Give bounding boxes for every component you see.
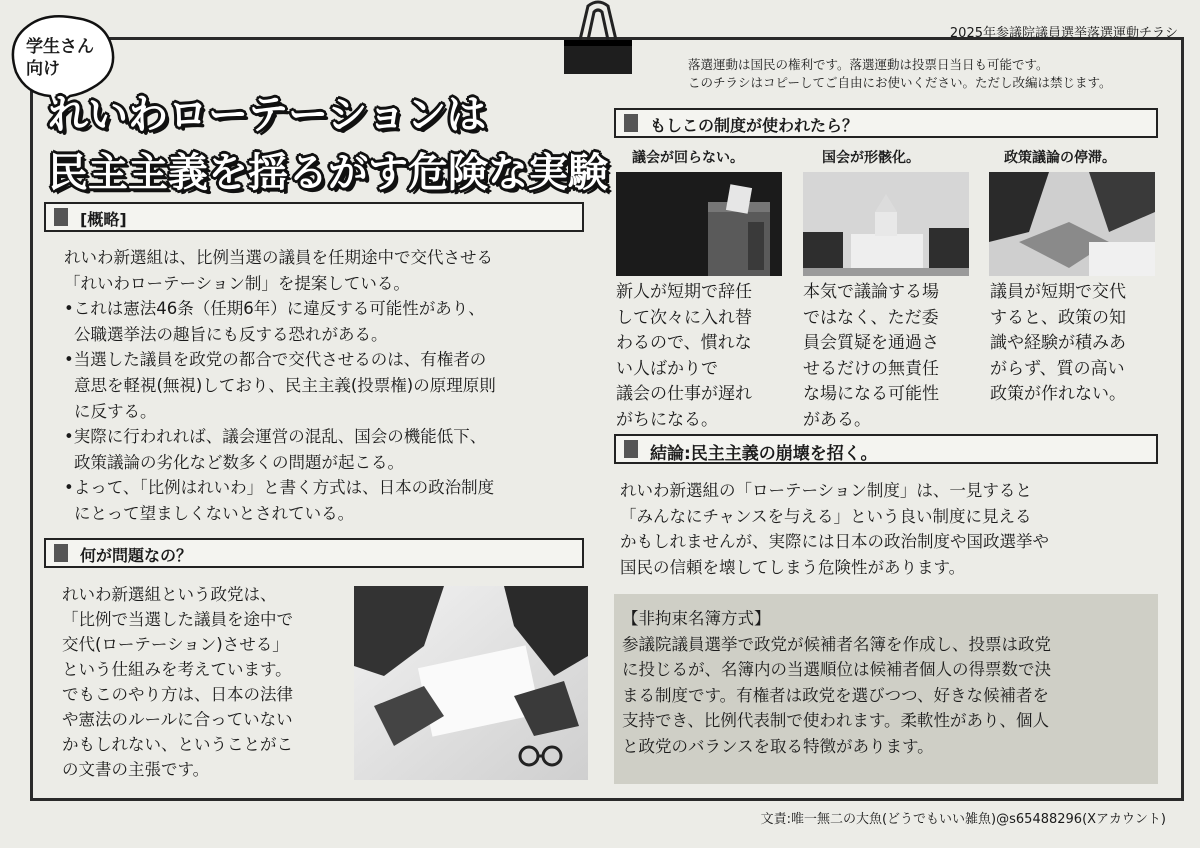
note-line: 参議院議員選挙で政党が候補者名簿を作成し、投票は政党 — [622, 634, 1051, 654]
note-title: 【非拘束名簿方式】 — [622, 609, 771, 628]
problem-heading-label: 何が問題なの？ — [80, 546, 193, 565]
col3-text — [990, 280, 1126, 408]
col3-line: 識や経験が積みあ — [990, 333, 1126, 353]
footer-credit: 文責:唯一無二の大魚(どうでもいい雑魚)@s65488296(Xアカウント) — [760, 812, 1166, 827]
col2-title: 国会が形骸化。 — [822, 150, 920, 166]
problem-line: でもこのやり方は、日本の法律 — [62, 685, 293, 704]
col3-line: 議員が短期で交代 — [990, 282, 1126, 302]
col2-line: せるだけの無責任 — [803, 358, 939, 379]
problem-line: 交代(ローテーション)させる」 — [62, 635, 289, 654]
col1-line: 新人が短期で辞任 — [616, 282, 752, 302]
note-box — [614, 594, 1158, 784]
col3-line: 政策が作れない。 — [990, 384, 1126, 404]
conclusion-line: かもしれませんが、実際には日本の政治制度や国政選挙や — [620, 532, 1049, 552]
conclusion-line: れいわ新選組の「ローテーション制度」は、一見すると — [620, 481, 1032, 500]
overview-text — [64, 245, 496, 527]
title-line1: れいわローテーションは — [48, 92, 487, 138]
conclusion-line: 国民の信頼を壊してしまう危険性があります。 — [620, 557, 966, 577]
problem-line: という仕組みを考えています。 — [62, 660, 292, 679]
handshake-photo — [989, 172, 1155, 276]
col1-line: い人ばかりで — [616, 358, 718, 379]
col1-title: 議会が回らない。 — [632, 150, 744, 166]
notice-line: 落選運動は国民の権利です。落選運動は投票日当日も可能です。 — [688, 57, 1049, 72]
note-text — [622, 606, 1051, 760]
overview-line: •実際に行われれば、議会運営の混乱、国会の機能低下、 — [64, 427, 487, 447]
col3-title: 政策議論の停滞。 — [1004, 150, 1116, 166]
col1-line: して次々に入れ替 — [616, 307, 752, 328]
overview-line: 政策議論の劣化など数多くの問題が起こる。 — [74, 452, 404, 472]
title-line2: 民主主義を揺るがす危険な実験 — [48, 150, 608, 196]
overview-line: •よって、「比例はれいわ」と書く方式は、日本の政治制度 — [64, 478, 495, 498]
note-line: 支持でき、比例代表制で使われます。柔軟性があり、個人 — [622, 711, 1050, 731]
problem-line: や憲法のルールに合っていない — [62, 710, 293, 729]
col2-text — [803, 280, 939, 433]
col3-line: すると、政策の知 — [990, 307, 1126, 328]
problem-line: かもしれない、ということがこ — [62, 735, 293, 754]
overview-line: 公職選挙法の趣旨にも反する恐れがある。 — [74, 324, 388, 344]
problem-heading — [44, 538, 584, 568]
overview-heading-label: [概略] — [80, 210, 127, 229]
note-line: と政党のバランスを取る特徴があります。 — [622, 736, 934, 756]
conclusion-line: 「みんなにチャンスを与える」という良い制度に見える — [620, 506, 1032, 526]
main-title — [48, 86, 608, 202]
note-line: に投じるが、名簿内の当選順位は候補者個人の得票数で決 — [622, 660, 1051, 680]
diet-building-photo — [803, 172, 969, 276]
col1-line: がちになる。 — [616, 409, 718, 430]
notice — [688, 56, 1112, 92]
overview-line: •これは憲法46条（任期6年）に違反する可能性があり、 — [64, 299, 485, 319]
overview-line: にとって望ましくないとされている。 — [74, 503, 355, 523]
binder-clip-icon — [558, 0, 638, 76]
notice-line: このチラシはコピーしてご自由にお使いください。ただし改編は禁じます。 — [688, 75, 1112, 90]
problem-text — [62, 582, 293, 782]
conclusion-heading — [614, 434, 1158, 464]
badge-line1: 学生さん — [26, 37, 94, 57]
problem-line: れいわ新選組という政党は、 — [62, 585, 277, 604]
col1-text — [616, 280, 752, 433]
ifused-heading — [614, 108, 1158, 138]
overview-line: 意思を軽視(無視)しており、民主主義(投票権)の原理原則 — [74, 375, 496, 395]
col2-line: な場になる可能性 — [803, 384, 939, 404]
flyer-header-title: 2025年参議院議員選挙落選運動チラシ — [949, 26, 1178, 41]
ifused-heading-label: もしこの制度が使われたら？ — [650, 116, 859, 135]
col1-line: 議会の仕事が遅れ — [616, 384, 752, 404]
ballot-box-photo — [616, 172, 782, 276]
overview-line: れいわ新選組は、比例当選の議員を任期途中で交代させる — [64, 248, 493, 267]
overview-heading — [44, 202, 584, 232]
overview-line: に反する。 — [74, 401, 157, 421]
col3-line: がらず、質の高い — [990, 358, 1125, 379]
conclusion-text — [620, 478, 1049, 580]
badge-line2: 向け — [26, 59, 60, 79]
problem-line: 「比例で当選した議員を途中で — [62, 610, 293, 629]
problem-line: の文書の主張です。 — [62, 760, 210, 779]
meeting-photo — [354, 586, 588, 780]
col2-line: 本気で議論する場 — [803, 282, 939, 302]
col1-line: わるので、慣れな — [616, 333, 752, 353]
conclusion-heading-label: 結論:民主主義の崩壊を招く。 — [650, 444, 878, 464]
col2-line: がある。 — [803, 409, 871, 430]
overview-line: •当選した議員を政党の都合で交代させるのは、有権者の — [64, 350, 487, 370]
note-line: まる制度です。有権者は政党を選びつつ、好きな候補者を — [622, 685, 1050, 705]
overview-line: 「れいわローテーション制」を提案している。 — [64, 273, 410, 293]
col2-line: ではなく、ただ委 — [803, 307, 939, 328]
col2-line: 員会質疑を通過さ — [803, 333, 939, 353]
